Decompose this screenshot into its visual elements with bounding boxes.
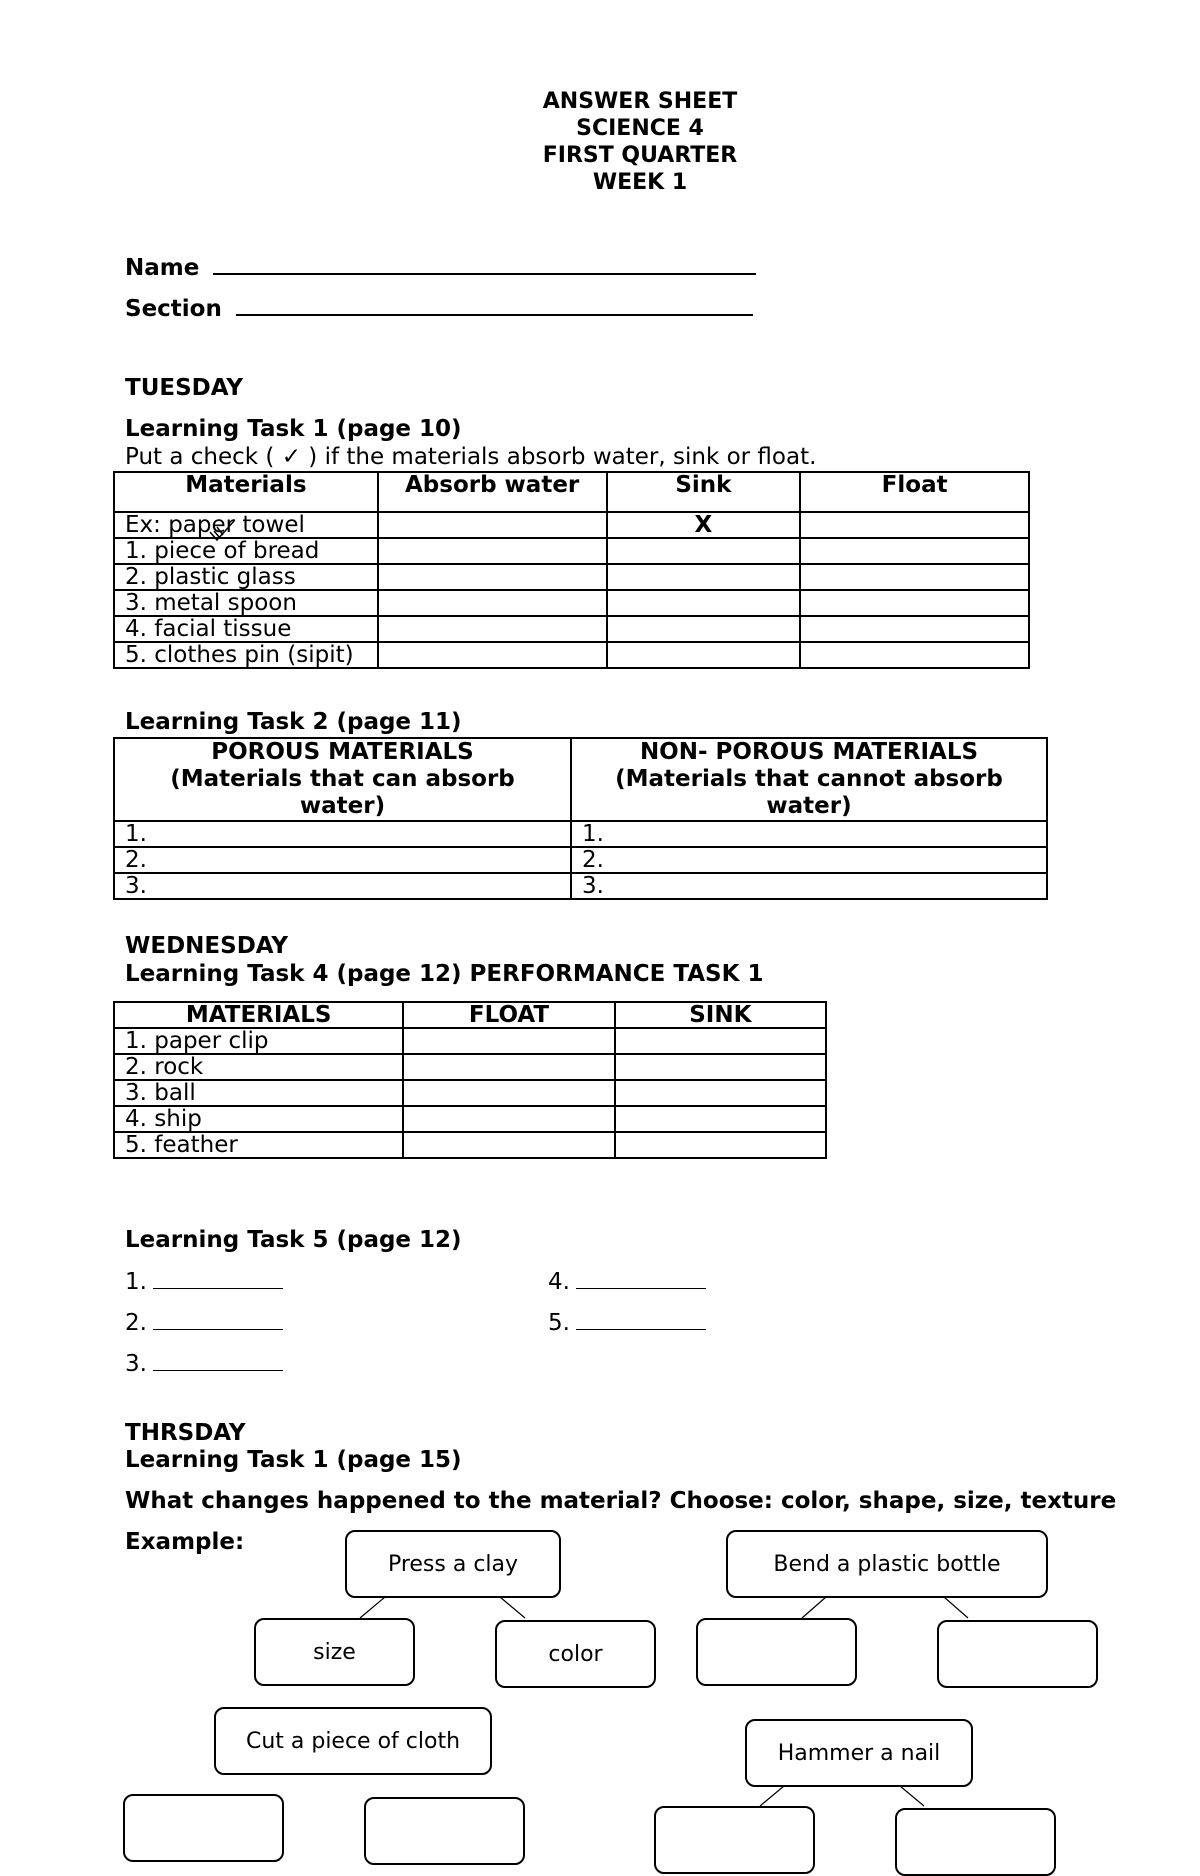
col-header: FLOAT xyxy=(403,1002,614,1028)
diagram-top-label: Cut a piece of cloth xyxy=(245,1728,461,1754)
diagram-top-label: Bend a plastic bottle xyxy=(773,1551,1001,1577)
material-cell: 2. plastic glass xyxy=(114,564,378,590)
item-number: 1. xyxy=(125,1269,147,1295)
day-tuesday: TUESDAY xyxy=(125,375,243,401)
diagram-top-box xyxy=(745,1719,973,1787)
task5-title: Learning Task 5 (page 12) xyxy=(125,1227,462,1253)
answer-cell[interactable]: 1. xyxy=(114,821,571,847)
material-cell: Ex: paper towel xyxy=(114,512,378,538)
diagram-answer-box[interactable] xyxy=(254,1618,415,1686)
header-quarter: FIRST QUARTER xyxy=(542,143,738,168)
material-cell: 1. piece of bread xyxy=(114,538,378,564)
item-number: 2. xyxy=(125,1310,147,1336)
answer-cell[interactable]: 1. xyxy=(571,821,1047,847)
diagram-answer-box[interactable] xyxy=(937,1620,1098,1688)
col-header: SINK xyxy=(615,1002,826,1028)
answer-cell[interactable]: 2. xyxy=(114,847,571,873)
diagram-answer-label: size xyxy=(313,1639,356,1665)
item-number: 5. xyxy=(548,1310,570,1336)
thursday-task1-title: Learning Task 1 (page 15) xyxy=(125,1447,462,1473)
diagram-answer-box[interactable] xyxy=(654,1806,815,1874)
diagram-answer-box[interactable] xyxy=(364,1797,525,1865)
diagram-top-label: Press a clay xyxy=(387,1551,519,1577)
item-number: 3. xyxy=(125,1351,147,1377)
diagram-answer-label: color xyxy=(548,1641,603,1667)
item-number: 4. xyxy=(548,1269,570,1295)
task2-title: Learning Task 2 (page 11) xyxy=(125,709,462,735)
col-header-non-porous: NON- POROUS MATERIALS (Materials that cannot absorb water) xyxy=(571,738,1047,821)
task1-title: Learning Task 1 (page 10) xyxy=(125,416,462,442)
diagram-answer-box[interactable] xyxy=(895,1808,1056,1876)
col-header: Materials xyxy=(114,472,378,512)
material-cell: 5. feather xyxy=(114,1132,403,1158)
col-header: Absorb water xyxy=(378,472,607,512)
section-label: Section xyxy=(125,296,222,322)
material-cell: 3. metal spoon xyxy=(114,590,378,616)
header-title: ANSWER SHEET xyxy=(542,89,738,114)
day-wednesday: WEDNESDAY xyxy=(125,933,289,959)
day-thursday: THRSDAY xyxy=(125,1420,246,1446)
header-subject: SCIENCE 4 xyxy=(576,116,704,141)
task1-instruction: Put a check ( ✓ ) if the materials absorb water, sink or float. xyxy=(125,444,817,470)
col-header: Sink xyxy=(607,472,801,512)
answer-cell[interactable]: X xyxy=(607,512,801,538)
diagram-answer-box[interactable] xyxy=(123,1794,284,1862)
answer-cell[interactable]: 3. xyxy=(114,873,571,899)
material-cell: 4. ship xyxy=(114,1106,403,1132)
example-label: Example: xyxy=(125,1529,245,1555)
diagram-top-box xyxy=(726,1530,1048,1598)
material-cell: 3. ball xyxy=(114,1080,403,1106)
material-cell: 5. clothes pin (sipit) xyxy=(114,642,378,668)
material-cell: 2. rock xyxy=(114,1054,403,1080)
name-label: Name xyxy=(125,255,200,281)
diagram-top-box xyxy=(214,1707,492,1775)
diagram-answer-box[interactable] xyxy=(495,1620,656,1688)
header-week: WEEK 1 xyxy=(592,170,688,195)
diagram-top-label: Hammer a nail xyxy=(777,1740,941,1766)
thursday-question: What changes happened to the material? Choose: color, shape, size, texture xyxy=(125,1488,1117,1514)
material-cell: 1. paper clip xyxy=(114,1028,403,1054)
col-header-porous: POROUS MATERIALS (Materials that can absorb water) xyxy=(114,738,571,821)
answer-cell[interactable]: 2. xyxy=(571,847,1047,873)
task4-title: Learning Task 4 (page 12) PERFORMANCE TASK 1 xyxy=(125,961,764,987)
diagram-top-box xyxy=(345,1530,561,1598)
answer-cell[interactable]: 3. xyxy=(571,873,1047,899)
diagram-answer-box[interactable] xyxy=(696,1618,857,1686)
col-header: MATERIALS xyxy=(114,1002,403,1028)
col-header: Float xyxy=(800,472,1029,512)
material-cell: 4. facial tissue xyxy=(114,616,378,642)
